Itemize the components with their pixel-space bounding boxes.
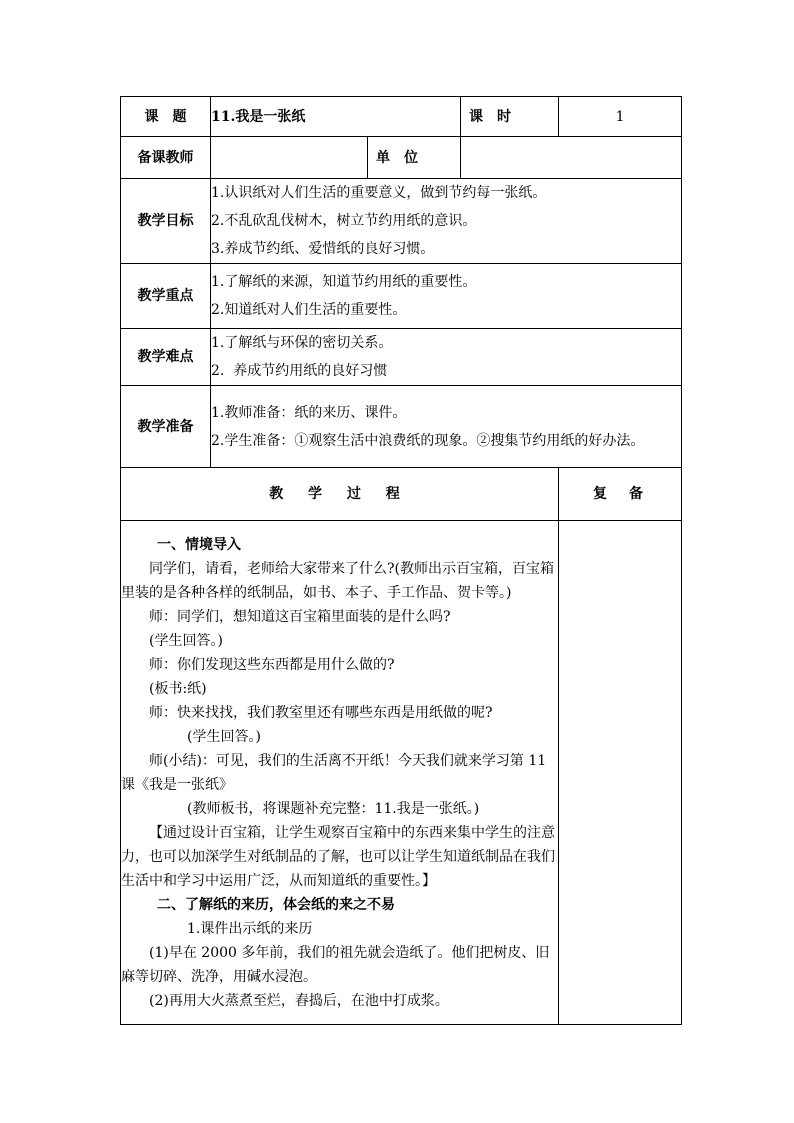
goals-label: 教学目标 xyxy=(121,179,211,264)
focus-item: 2.知道纸对人们生活的重要性。 xyxy=(211,302,407,318)
period-value: 1 xyxy=(559,97,682,137)
difficulty-label: 教学难点 xyxy=(121,329,211,386)
review-heading: 复 备 xyxy=(559,468,682,521)
difficulty-row xyxy=(121,329,682,386)
paragraph: 1.课件出示纸的来历 xyxy=(187,920,313,937)
paragraph: 师(小结)：可见，我们的生活离不开纸！今天我们就来学习第 11 课《我是一张纸》 xyxy=(121,752,547,793)
paragraph: 同学们，请看，老师给大家带来了什么?(教师出示百宝箱，百宝箱里装的是各种各样的纸制品，如书、本子、手工作品、贺卡等。) xyxy=(121,560,554,601)
lesson-plan-table xyxy=(120,96,682,1025)
unit-value xyxy=(461,137,682,179)
focus-row xyxy=(121,264,682,329)
teacher-row xyxy=(121,137,682,179)
paragraph: 师：你们发现这些东西都是用什么做的? xyxy=(149,656,395,673)
focus-item: 1.了解纸的来源，知道节约用纸的重要性。 xyxy=(211,274,477,290)
process-body-row xyxy=(121,521,682,1025)
goal-item: 3.养成节约纸、爱惜纸的良好习惯。 xyxy=(211,241,435,257)
teacher-label: 备课教师 xyxy=(121,137,211,179)
prep-label: 教学准备 xyxy=(121,386,211,468)
topic-label: 课 题 xyxy=(121,97,211,137)
paragraph: (1)早在 2000 多年前，我们的祖先就会造纸了。他们把树皮、旧麻等切碎、洗净，用碱水浸泡。 xyxy=(121,944,550,985)
prep-item: 1.教师准备：纸的来历、课件。 xyxy=(211,404,407,421)
paragraph: (学生回答。) xyxy=(187,728,261,745)
prep-row xyxy=(121,386,682,468)
process-header-row xyxy=(121,468,682,521)
period-label: 课 时 xyxy=(461,97,559,137)
design-note: 【通过设计百宝箱，让学生观察百宝箱中的东西来集中学生的注意力，也可以加深学生对纸制品的了解，也可以让学生知道纸制品在我们生活中和学习中运用广泛，从而知道纸的重要性。】 xyxy=(121,824,555,889)
paragraph: 师：同学们，想知道这百宝箱里面装的是什么吗? xyxy=(149,608,451,625)
paragraph: (教师板书，将课题补充完整：11.我是一张纸。) xyxy=(187,800,480,817)
paragraph: (2)再用大火蒸煮至烂，舂捣后，在池中打成浆。 xyxy=(149,992,449,1009)
goals-items xyxy=(211,179,682,264)
goal-item: 2.不乱砍乱伐树木，树立节约用纸的意识。 xyxy=(211,213,477,229)
focus-items xyxy=(211,264,682,329)
topic-value: 11.我是一张纸 xyxy=(211,97,461,137)
difficulty-items xyxy=(211,329,682,386)
prep-item: 2.学生准备：①观察生活中浪费纸的现象。②搜集节约用纸的好办法。 xyxy=(211,432,645,449)
paragraph: 师：快来找找，我们教室里还有哪些东西是用纸做的呢? xyxy=(149,704,493,721)
focus-label: 教学重点 xyxy=(121,264,211,329)
section-heading-2: 二、了解纸的来历，体会纸的来之不易 xyxy=(157,896,395,913)
difficulty-item: 2. 养成节约用纸的良好习惯 xyxy=(211,363,388,379)
paragraph: (板书:纸) xyxy=(149,680,207,697)
review-column xyxy=(559,521,682,1025)
goal-item: 1.认识纸对人们生活的重要意义，做到节约每一张纸。 xyxy=(211,185,547,201)
difficulty-item: 1.了解纸与环保的密切关系。 xyxy=(211,335,393,351)
goals-row xyxy=(121,179,682,264)
process-body xyxy=(121,521,559,1025)
section-heading-1: 一、情境导入 xyxy=(157,536,241,553)
topic-row xyxy=(121,97,682,137)
teacher-value xyxy=(211,137,368,179)
paragraph: (学生回答。) xyxy=(149,632,223,649)
process-heading: 教 学 过 程 xyxy=(121,468,559,521)
unit-label: 单 位 xyxy=(368,137,461,179)
prep-items xyxy=(211,386,682,468)
